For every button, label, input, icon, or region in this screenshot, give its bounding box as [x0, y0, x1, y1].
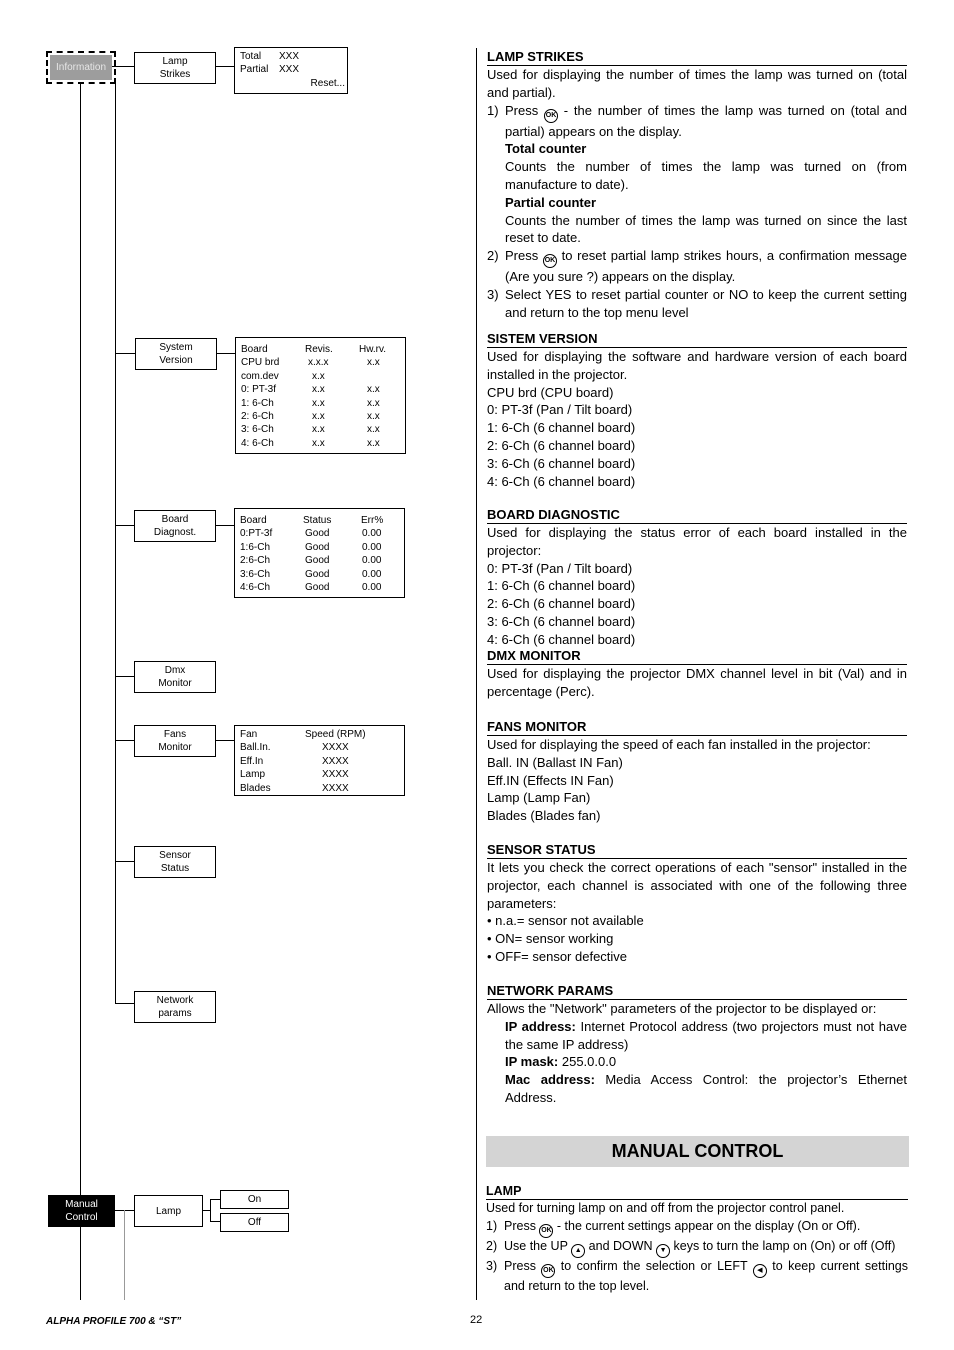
connector-line: [115, 525, 134, 526]
menu-lamp-strikes[interactable]: [134, 52, 216, 84]
list-item: Lamp (Lamp Fan): [487, 790, 591, 806]
step-text: and DOWN: [588, 1238, 653, 1253]
connector-line: [215, 66, 234, 67]
display-cell: Good: [305, 555, 330, 567]
tree-branch-line: [124, 1210, 125, 1300]
list-item: 3: 6-Ch (6 channel board): [487, 613, 636, 629]
ok-button-icon: OK: [541, 1264, 555, 1278]
display-cell: 0.00: [362, 528, 382, 540]
display-row: [235, 541, 404, 554]
section-fans-monitor: [487, 719, 907, 825]
display-cell: 0.00: [362, 568, 382, 580]
display-cell: Blades: [240, 782, 271, 794]
step-3: [487, 286, 907, 322]
step-2: [487, 247, 907, 286]
display-cell: CPU brd: [241, 357, 280, 369]
display-cell: 4: 6-Ch: [241, 437, 274, 449]
footer-title: ALPHA PROFILE 700 & “ST”: [46, 1316, 182, 1327]
display-header-row: [235, 514, 404, 527]
menu-lamp-strikes-line2: Strikes: [159, 69, 191, 80]
display-cell: 3:6-Ch: [240, 568, 271, 580]
display-row: [236, 356, 405, 369]
section-title: SENSOR STATUS: [487, 842, 907, 859]
section-network-params: [487, 983, 907, 1107]
display-cell: 0.00: [362, 581, 382, 593]
fans-monitor-display: [234, 725, 405, 796]
menu-lamp[interactable]: [134, 1195, 203, 1227]
display-row: [235, 755, 404, 768]
display-cell: x.x.x: [308, 357, 329, 369]
list-item: • ON= sensor working: [487, 931, 614, 947]
menu-lamp-strikes-line1: Lamp: [162, 56, 188, 67]
step-number: 1): [487, 102, 499, 118]
menu-information[interactable]: [46, 51, 116, 84]
menu-label-line: Diagnost.: [153, 527, 197, 538]
display-cell: Eff.In: [240, 755, 264, 767]
section-board-diagnostic: [487, 507, 907, 649]
step-text: Press: [504, 1258, 536, 1273]
list-item: CPU brd (CPU board): [487, 384, 614, 400]
display-row: [236, 423, 405, 436]
display-row: [235, 568, 404, 581]
menu-label-line: params: [158, 1008, 192, 1019]
section-title: SISTEM VERSION: [487, 331, 907, 348]
section-intro: Used for displaying the projector DMX channel level in bit (Val) and in percentage (Perc).: [487, 666, 907, 699]
menu-sensor-status[interactable]: [134, 846, 216, 878]
step-text: to reset partial lamp strikes hours, a confirmation message (Are you sure ?) appears on the display.: [505, 248, 907, 285]
step-text: - the number of times the lamp was turned on (total and partial) appears on the display.: [505, 102, 907, 139]
menu-fans-monitor[interactable]: [134, 725, 216, 757]
section-lamp-strikes: [487, 49, 907, 322]
section-title: BOARD DIAGNOSTIC: [487, 507, 907, 524]
connector-line: [115, 1003, 134, 1004]
menu-label-line: Off: [247, 1217, 262, 1228]
display-row: [235, 782, 404, 795]
menu-label-line: Version: [159, 355, 193, 366]
section-title: LAMP: [486, 1183, 908, 1200]
down-arrow-icon: ▼: [656, 1244, 670, 1258]
list-item: 4: 6-Ch (6 channel board): [487, 631, 636, 647]
display-cell: x.x: [312, 384, 325, 396]
step-number: 2): [486, 1238, 498, 1253]
display-cell: Partial: [240, 64, 269, 76]
step-1: [486, 1218, 908, 1238]
section-intro: Used for displaying the speed of each fan installed in the projector:: [487, 737, 871, 752]
connector-line: [115, 676, 134, 677]
section-title: FANS MONITOR: [487, 719, 907, 736]
display-row: [235, 768, 404, 781]
display-row: [235, 581, 404, 594]
menu-label-line: Network: [156, 995, 194, 1006]
menu-label-line: Board: [161, 514, 189, 525]
step-2: [486, 1238, 908, 1258]
display-cell: 0.00: [362, 555, 382, 567]
display-cell: x.x: [312, 437, 325, 449]
section-title: LAMP STRIKES: [487, 49, 907, 66]
display-header-cell: Board: [240, 515, 267, 526]
connector-line: [210, 1199, 220, 1200]
step-text: Press: [505, 102, 539, 118]
step-text: Press: [504, 1218, 536, 1233]
list-item: Blades (Blades fan): [487, 808, 601, 824]
menu-label-line: Control: [65, 1212, 98, 1223]
section-intro: Used for displaying the number of times the lamp was turned on (total and partial).: [487, 67, 907, 100]
menu-label-line: Monitor: [158, 742, 192, 753]
menu-dmx-monitor[interactable]: [134, 661, 216, 693]
display-cell: x.x: [312, 370, 325, 382]
menu-label-line: Fans: [163, 729, 187, 740]
display-cell: x.x: [312, 397, 325, 409]
display-cell: Ball.In.: [240, 742, 271, 754]
connector-line: [216, 353, 235, 354]
display-row: [235, 527, 404, 540]
ok-button-icon: OK: [539, 1224, 553, 1238]
up-arrow-icon: ▲: [571, 1244, 585, 1258]
item-text: Media Access Control: the projector’s Ethernet Address.: [505, 1072, 907, 1105]
connector-line: [215, 740, 234, 741]
display-header-cell: Hw.rv.: [359, 344, 387, 355]
menu-label-line: On: [247, 1194, 262, 1205]
step-text: to keep current settings and return to the top level.: [504, 1258, 909, 1293]
display-row: [235, 63, 347, 76]
tree-branch-line: [115, 66, 116, 1003]
list-item: 3: 6-Ch (6 channel board): [487, 455, 636, 471]
menu-label-line: Monitor: [158, 678, 192, 689]
display-cell: Good: [305, 541, 330, 553]
display-cell: 2: 6-Ch: [241, 410, 274, 422]
display-header-row: [236, 343, 405, 356]
display-row: [235, 50, 347, 63]
mac-address-item: [487, 1071, 907, 1107]
section-intro: Used for displaying the software and hardware version of each board installed in the projector.: [487, 349, 907, 382]
menu-label-line: Sensor: [159, 850, 191, 861]
item-text: 255.0.0.0: [558, 1054, 617, 1070]
connector-line: [112, 66, 134, 67]
display-cell: XXXX: [322, 742, 349, 754]
step-number: 3): [486, 1258, 498, 1273]
partial-counter-heading: Partial counter: [505, 194, 597, 210]
ip-address-item: [487, 1018, 907, 1054]
step-3: [486, 1258, 908, 1296]
display-cell: 1:6-Ch: [240, 541, 271, 553]
ok-button-icon: OK: [543, 254, 557, 268]
menu-board-diagnost[interactable]: [134, 510, 216, 542]
section-dmx-monitor: [487, 648, 907, 701]
display-header-row: [235, 728, 404, 741]
list-item: Ball. IN (Ballast IN Fan): [487, 754, 623, 770]
lamp-strikes-display: [234, 47, 348, 94]
display-row: [236, 370, 405, 383]
item-label: Mac address:: [505, 1072, 595, 1088]
display-cell: x.x: [367, 357, 380, 369]
partial-counter-text: Counts the number of times the lamp was turned on since the last reset to date.: [505, 212, 907, 246]
section-intro: Used for displaying the status error of each board installed in the projector:: [487, 525, 907, 558]
step-number: 1): [486, 1218, 498, 1233]
connector-line: [115, 740, 134, 741]
list-item: Eff.IN (Effects IN Fan): [487, 772, 614, 788]
menu-label-line: System: [159, 342, 193, 353]
ip-mask-item: [487, 1053, 907, 1071]
connector-line: [115, 861, 134, 862]
page-number: 22: [470, 1314, 483, 1326]
display-header-cell: Speed (RPM): [305, 729, 366, 740]
left-arrow-icon: ◀: [753, 1264, 767, 1278]
display-cell: XXXX: [322, 769, 349, 781]
list-item: 2: 6-Ch (6 channel board): [487, 596, 636, 612]
display-cell: XXXX: [322, 755, 349, 767]
display-cell: Total: [240, 51, 262, 62]
section-sensor-status: [487, 842, 907, 966]
display-row: [236, 383, 405, 396]
display-header-cell: Board: [241, 344, 268, 355]
display-row: [236, 437, 405, 450]
step-text: - the current settings appear on the display (On or Off).: [556, 1218, 861, 1233]
total-counter-text: Counts the number of times the lamp was turned on (from manufacture to date).: [505, 159, 907, 192]
menu-information-label: Information: [50, 55, 112, 80]
display-cell: x.x: [367, 397, 380, 409]
tree-trunk-line: [80, 80, 81, 1300]
display-row: [236, 410, 405, 423]
display-cell: x.x: [367, 424, 380, 436]
section-intro: It lets you check the correct operations of each "sensor" installed in the projector, each channel is associated with one of the following three parameters:: [487, 860, 907, 911]
list-item: • n.a.= sensor not available: [487, 913, 644, 929]
manual-control-banner: MANUAL CONTROL: [486, 1136, 909, 1167]
display-cell: Good: [305, 568, 330, 580]
display-cell: Good: [305, 528, 330, 540]
menu-label-line: Status: [160, 863, 190, 874]
section-lamp: [486, 1183, 908, 1296]
menu-lamp-off[interactable]: [220, 1213, 289, 1232]
list-item: 1: 6-Ch (6 channel board): [487, 578, 636, 594]
connector-line: [210, 1221, 220, 1222]
menu-network-params[interactable]: [134, 991, 216, 1023]
display-header-cell: Err%: [361, 515, 384, 526]
item-text: Internet Protocol address (two projectors must not have the same IP address): [505, 1018, 907, 1052]
display-cell: 0.00: [362, 541, 382, 553]
display-cell: 2:6-Ch: [240, 555, 271, 567]
item-label: IP mask:: [505, 1054, 559, 1070]
display-cell: 1: 6-Ch: [241, 397, 274, 409]
display-cell: XXX: [279, 51, 300, 62]
step-text: Use the UP: [504, 1238, 568, 1253]
display-row: [236, 397, 405, 410]
system-version-display: [235, 337, 406, 454]
list-item: 2: 6-Ch (6 channel board): [487, 437, 636, 453]
display-cell: XXXX: [322, 782, 349, 794]
step-text: to confirm the selection or LEFT: [560, 1258, 748, 1273]
section-title: DMX MONITOR: [487, 648, 907, 665]
menu-label-line: Dmx: [164, 665, 186, 676]
section-title: NETWORK PARAMS: [487, 983, 907, 1000]
menu-system-version[interactable]: [135, 338, 217, 370]
display-row: [235, 741, 404, 754]
step-number: 3): [487, 286, 499, 302]
column-divider: [476, 48, 477, 1300]
menu-label-line: Lamp: [155, 1205, 181, 1217]
total-counter-heading: Total counter: [505, 141, 587, 157]
menu-label-line: Manual: [65, 1199, 98, 1210]
display-cell: Good: [305, 581, 330, 593]
ok-button-icon: OK: [544, 109, 558, 123]
display-cell: x.x: [367, 384, 380, 396]
section-intro: Allows the "Network" parameters of the projector to be displayed or:: [487, 1001, 877, 1016]
display-cell: 4:6-Ch: [240, 581, 271, 593]
display-cell: x.x: [367, 437, 380, 449]
connector-line: [215, 525, 234, 526]
list-item: 0: PT-3f (Pan / Tilt board): [487, 560, 633, 576]
menu-lamp-on[interactable]: [220, 1190, 289, 1209]
step-number: 2): [487, 248, 499, 264]
display-row: [235, 77, 347, 90]
list-item: 4: 6-Ch (6 channel board): [487, 473, 636, 489]
display-cell: XXX: [279, 64, 300, 76]
display-header-cell: Revis.: [305, 344, 333, 355]
step-text: keys to turn the lamp on (On) or off (Off): [673, 1238, 896, 1253]
display-cell: x.x: [367, 410, 380, 422]
board-diagnostic-display: [234, 508, 405, 598]
step-text: Select YES to reset partial counter or NO to keep the current setting and return to the top menu level: [505, 286, 907, 320]
step-1: [487, 102, 907, 141]
menu-manual-control[interactable]: [48, 1195, 115, 1227]
display-cell: 0:PT-3f: [240, 528, 273, 540]
display-header-cell: Fan: [240, 729, 258, 740]
display-cell: 3: 6-Ch: [241, 424, 274, 436]
list-item: • OFF= sensor defective: [487, 948, 628, 964]
connector-line: [210, 1199, 211, 1221]
display-cell: Lamp: [240, 769, 266, 781]
item-label: IP address:: [505, 1018, 576, 1034]
display-cell: 0: PT-3f: [241, 384, 277, 396]
display-header-cell: Status: [303, 515, 332, 526]
display-cell: x.x: [312, 410, 325, 422]
connector-line: [115, 353, 135, 354]
display-row: [235, 554, 404, 567]
step-text: Press: [505, 248, 539, 264]
display-cell: x.x: [312, 424, 325, 436]
section-intro: Used for turning lamp on and off from the projector control panel.: [486, 1201, 845, 1215]
display-cell: com.dev: [241, 370, 279, 382]
list-item: 1: 6-Ch (6 channel board): [487, 420, 636, 436]
reset-option[interactable]: Reset...: [310, 77, 345, 89]
list-item: 0: PT-3f (Pan / Tilt board): [487, 402, 633, 418]
section-system-version: [487, 331, 907, 490]
